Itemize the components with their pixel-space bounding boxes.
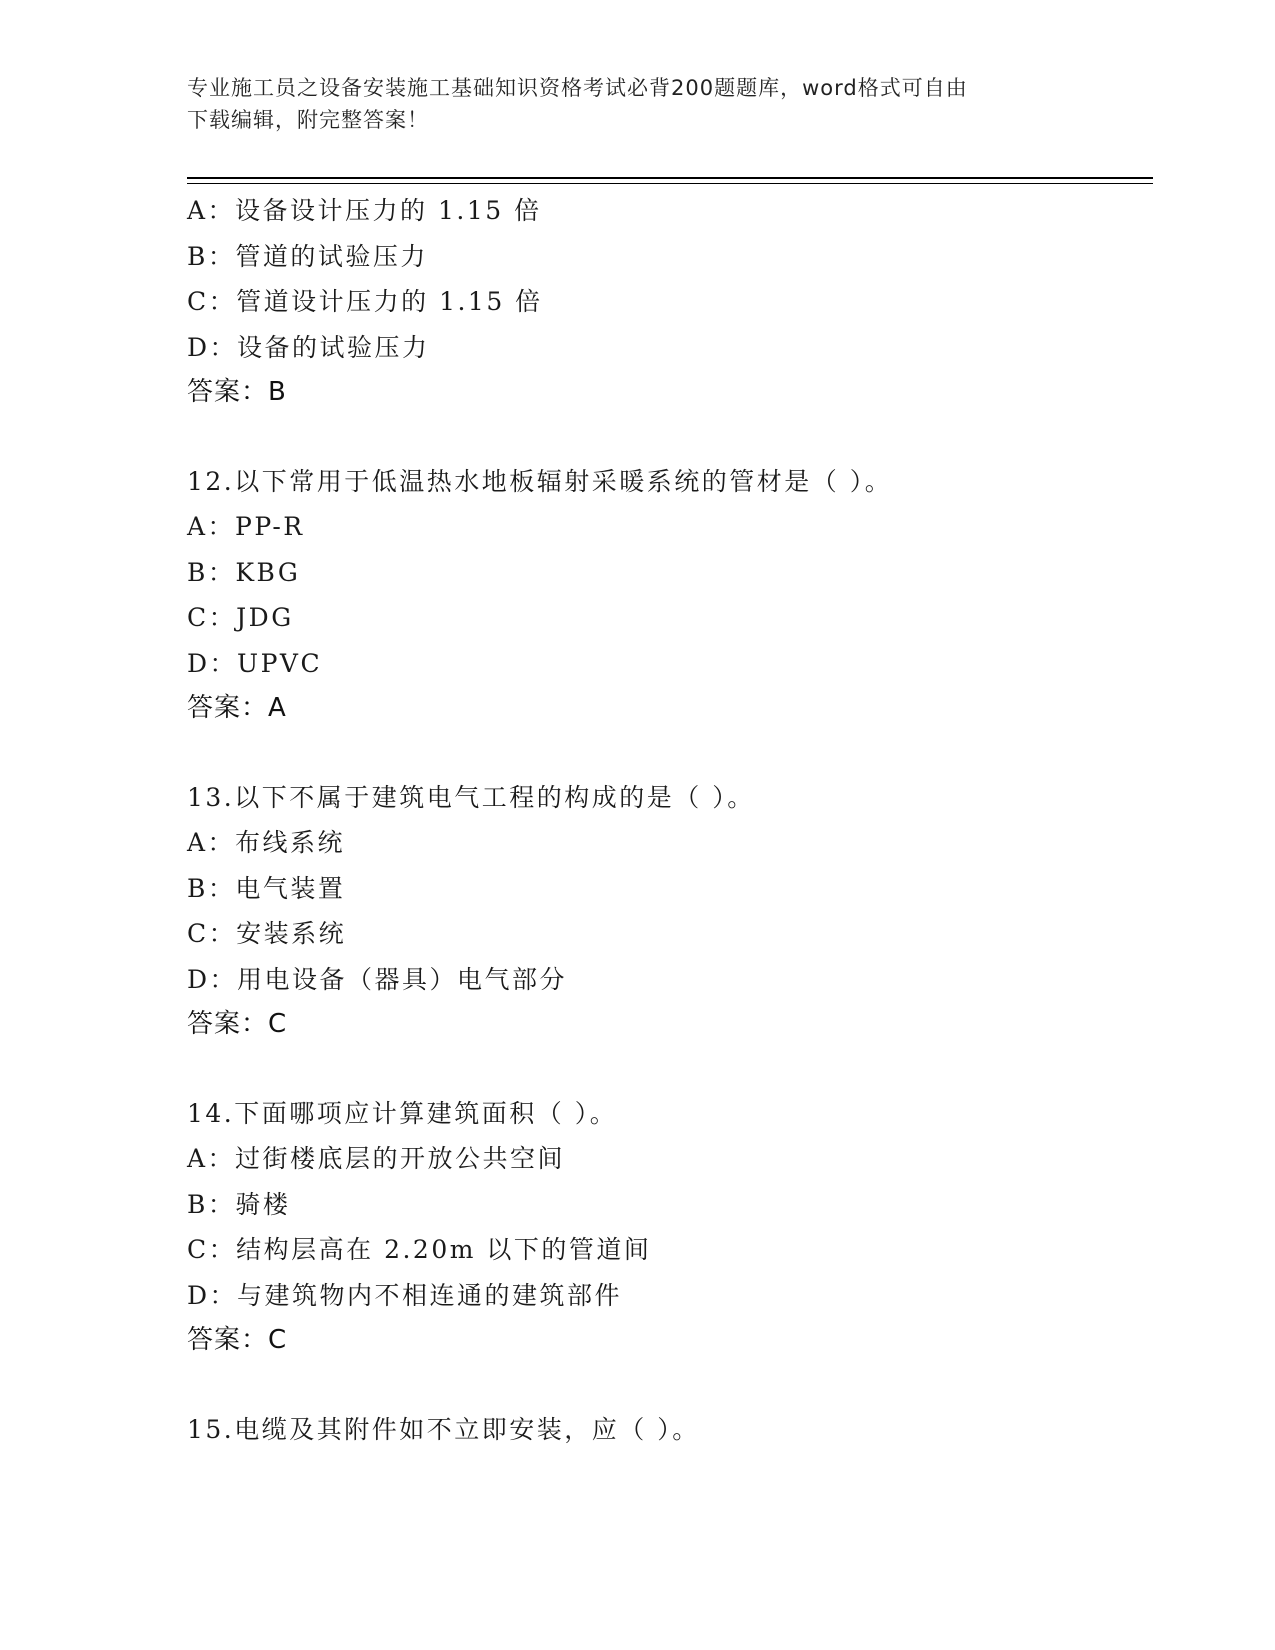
option-a: A：PP-R bbox=[187, 512, 305, 541]
option-b: B：骑楼 bbox=[187, 1189, 291, 1219]
question-stem: 12.以下常用于低温热水地板辐射采暖系统的管材是（ ）。 bbox=[187, 466, 893, 496]
question-12 bbox=[187, 459, 1153, 732]
option-b: B：电气装置 bbox=[187, 873, 346, 903]
option-d: D：设备的试验压力 bbox=[187, 332, 430, 362]
option-b: B：管道的试验压力 bbox=[187, 241, 428, 271]
document-title-line-2: 下载编辑，附完整答案！ bbox=[187, 108, 429, 132]
document-title-line-1: 专业施工员之设备安装施工基础知识资格考试必背200题题库，word格式可自由 bbox=[187, 76, 968, 100]
spacer bbox=[187, 732, 1153, 775]
question-11-tail bbox=[187, 188, 1153, 416]
question-list bbox=[187, 188, 1153, 1452]
question-stem: 15.电缆及其附件如不立即安装，应（ ）。 bbox=[187, 1414, 700, 1444]
option-a: A：布线系统 bbox=[187, 828, 346, 857]
answer: 答案：C bbox=[187, 1325, 288, 1355]
answer: 答案：B bbox=[187, 377, 287, 407]
answer: 答案：C bbox=[187, 1009, 288, 1039]
question-15 bbox=[187, 1407, 1153, 1453]
spacer bbox=[187, 1364, 1153, 1407]
answer: 答案：A bbox=[187, 693, 287, 723]
spacer bbox=[187, 416, 1153, 459]
question-13 bbox=[187, 775, 1153, 1048]
option-c: C：JDG bbox=[187, 603, 294, 632]
question-14 bbox=[187, 1091, 1153, 1364]
option-b: B：KBG bbox=[187, 557, 301, 587]
option-c: C：管道设计压力的 1.15 倍 bbox=[187, 287, 543, 316]
header-divider bbox=[187, 177, 1153, 184]
option-a: A：设备设计压力的 1.15 倍 bbox=[187, 196, 542, 225]
question-stem: 13.以下不属于建筑电气工程的构成的是（ ）。 bbox=[187, 782, 755, 812]
option-c: C：结构层高在 2.20m 以下的管道间 bbox=[187, 1235, 652, 1264]
option-a: A：过街楼底层的开放公共空间 bbox=[187, 1144, 566, 1173]
option-d: D：与建筑物内不相连通的建筑部件 bbox=[187, 1280, 623, 1310]
question-stem: 14.下面哪项应计算建筑面积（ ）。 bbox=[187, 1098, 618, 1128]
option-d: D：UPVC bbox=[187, 648, 323, 678]
document-header bbox=[187, 72, 1087, 136]
option-d: D：用电设备（器具）电气部分 bbox=[187, 964, 568, 994]
spacer bbox=[187, 1048, 1153, 1091]
option-c: C：安装系统 bbox=[187, 919, 347, 948]
